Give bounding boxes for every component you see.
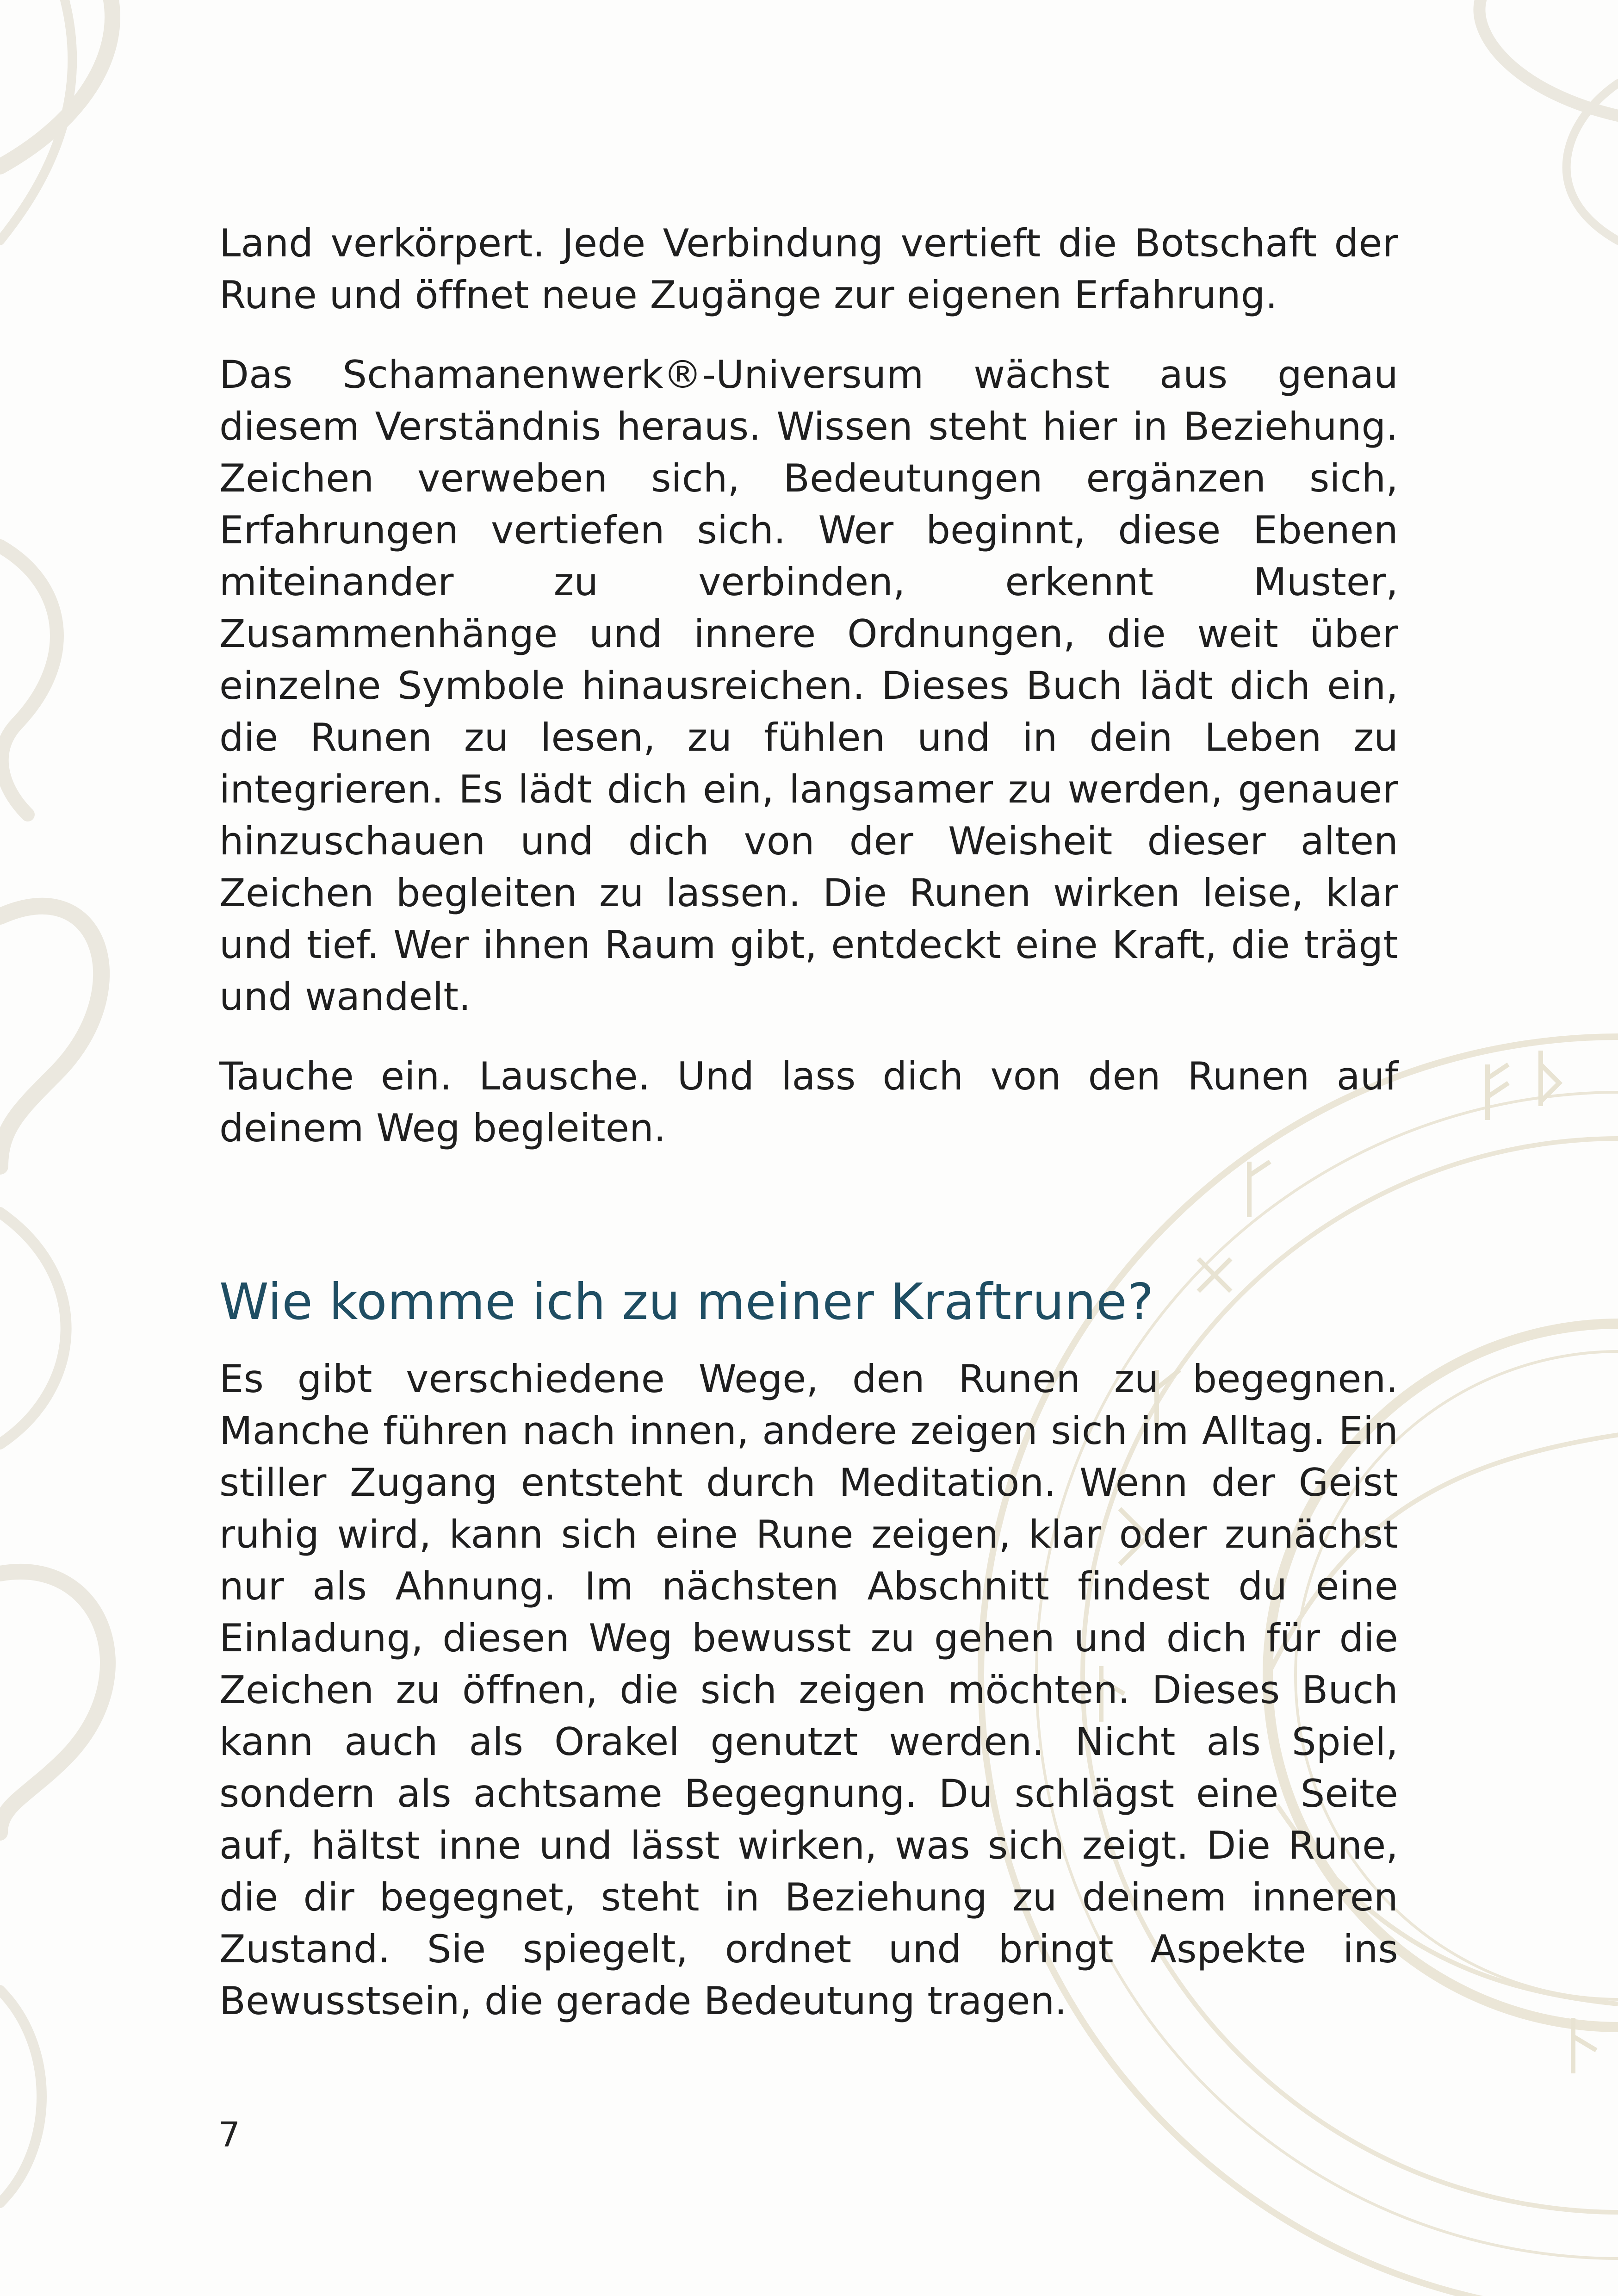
section-heading: Wie komme ich zu meiner Kraftrune? <box>219 1273 1154 1331</box>
paragraph-intro-continuation: Land verkörpert. Jede Verbindung vertieft die Botschaft der Rune und öffnet neue Zugänge zur eigenen Erfahrung. <box>219 221 1398 317</box>
paragraph-universe: Das Schamanenwerk®-Universum wächst aus genau diesem Verständnis heraus. Wissen steht hier in Beziehung. Zeichen verweben sich, Bedeutungen ergänzen sich, Erfahrungen vertiefen sich. Wer beginnt, diese Ebenen miteinander zu verbinden, erkennt Muster, Zusammenhänge und innere Ordnungen, die weit über einzelne Symbole hinausreichen. Dieses Buch lädt dich ein, die Runen zu lesen, zu fühlen und in dein Leben zu integrieren. Es lädt dich ein, langsamer zu werden, genauer hinzuschauen und dich von der Weisheit dieser alten Zeichen begleiten zu lassen. Die Runen wirken leise, klar und tief. Wer ihnen Raum gibt, entdeckt eine Kraft, die trägt und wandelt. <box>219 352 1398 1019</box>
page-number: 7 <box>218 2115 241 2155</box>
paragraph-section-body: Es gibt verschiedene Wege, den Runen zu begegnen. Manche führen nach innen, andere zeigen sich im Alltag. Ein stiller Zugang entsteht durch Meditation. Wenn der Geist ruhig wird, kann sich eine Rune zeigen, klar oder zunächst nur als Ahnung. Im nächsten Abschnitt findest du eine Einladung, diesen Weg bewusst zu gehen und dich für die Zeichen zu öffnen, die sich zeigen möchten. Dieses Buch kann auch als Orakel genutzt werden. Nicht als Spiel, sondern als achtsame Begegnung. Du schlägst eine Seite auf, hältst inne und lässt wirken, was sich zeigt. Die Rune, die dir begegnet, steht in Beziehung zu deinem inneren Zustand. Sie spiegelt, ordnet und bringt Aspekte ins Bewusstsein, die gerade Bedeutung tragen. <box>219 1356 1398 2023</box>
page-content <box>219 218 1398 2027</box>
paragraph-invitation: Tauche ein. Lausche. Und lass dich von den Runen auf deinem Weg begleiten. <box>219 1054 1398 1151</box>
